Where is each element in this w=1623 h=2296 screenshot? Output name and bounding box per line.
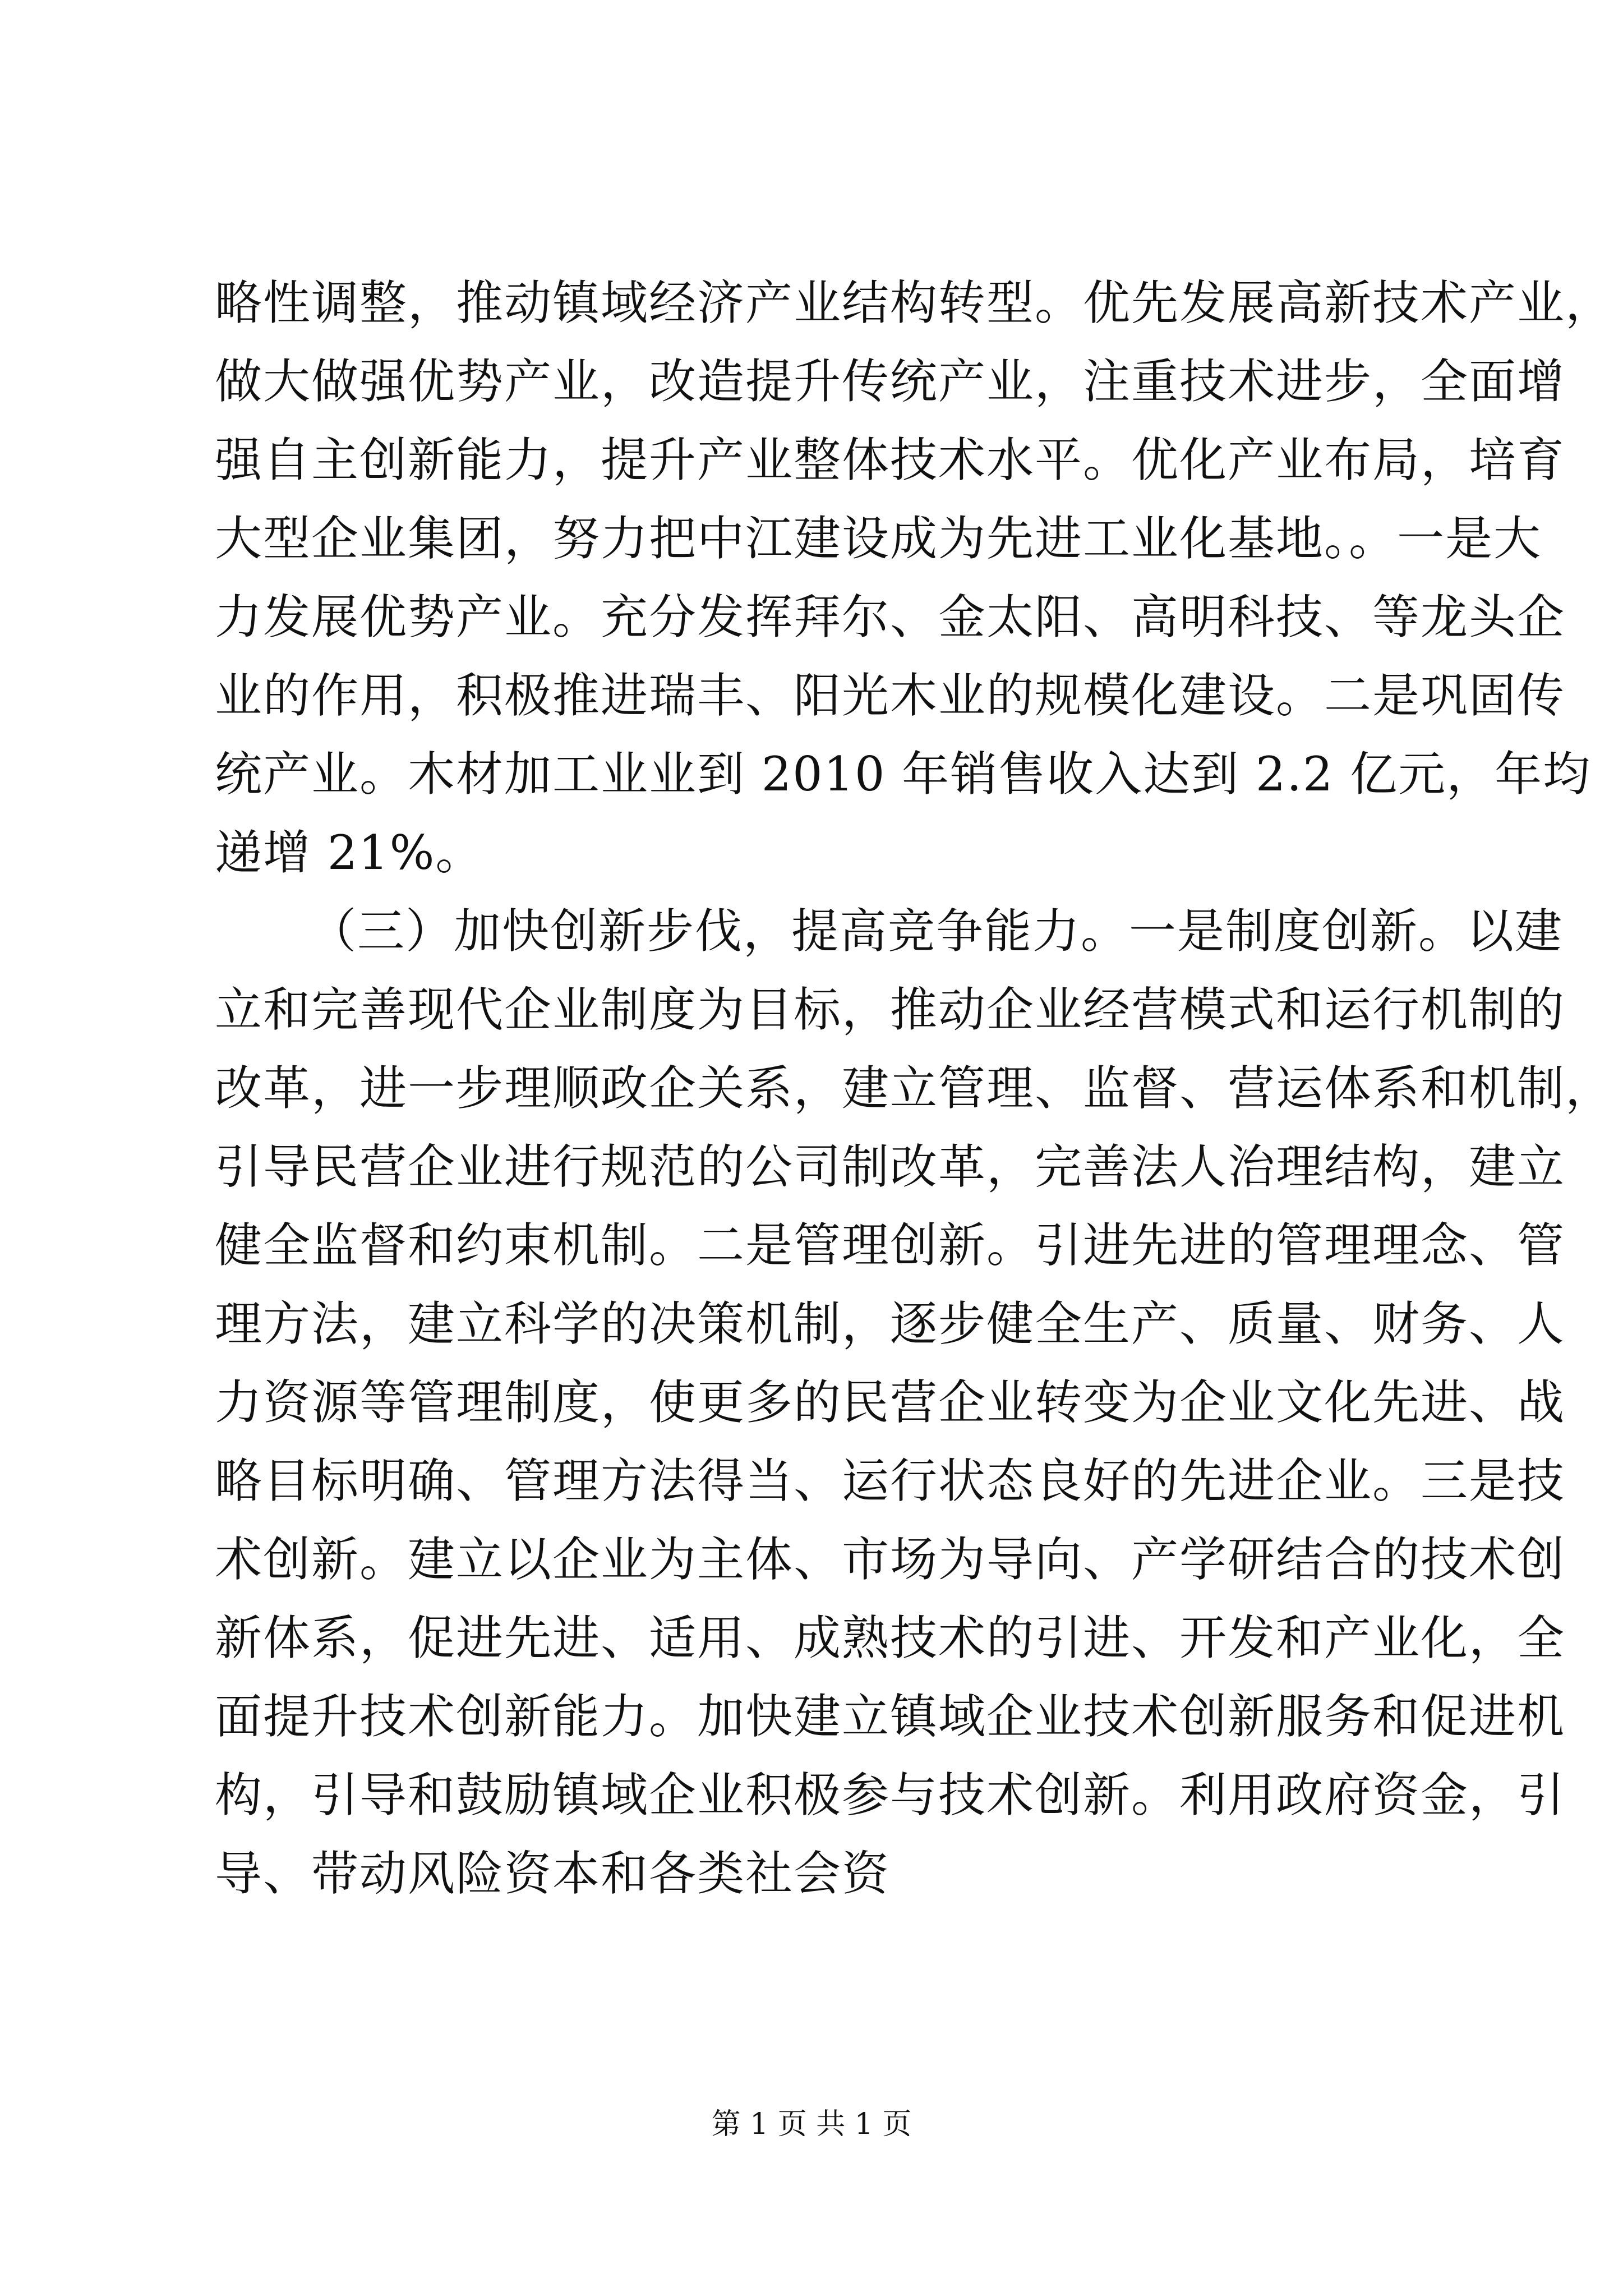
- text-line: 略目标明确、管理方法得当、运行状态良好的先进企业。三是技: [215, 1453, 1566, 1508]
- page-number-label: 第 1 页 共 1 页: [711, 2108, 912, 2141]
- text-line: 立和完善现代企业制度为目标，推动企业经营模式和运行机制的: [215, 982, 1566, 1037]
- text-line: 大型企业集团，努力把中江建设成为先进工业化基地。。一是大: [215, 511, 1542, 566]
- text-line: 导、带动风险资本和各类社会资: [215, 1846, 891, 1901]
- text-line: 做大做强优势产业，改造提升传统产业，注重技术进步，全面增: [215, 354, 1566, 409]
- text-line: （三）加快创新步伐，提高竞争能力。一是制度创新。以建: [309, 904, 1564, 959]
- text-line: 引导民营企业进行规范的公司制改革，完善法人治理结构，建立: [215, 1139, 1566, 1194]
- text-line: 面提升技术创新能力。加快建立镇域企业技术创新服务和促进机: [215, 1689, 1566, 1744]
- text-line: 递增 21%。: [215, 825, 484, 880]
- text-line: 略性调整，推动镇域经济产业结构转型。优先发展高新技术产业，: [215, 275, 1614, 330]
- text-line: 统产业。木材加工业业到 2010 年销售收入达到 2.2 亿元，年均: [215, 747, 1592, 802]
- text-line: 新体系，促进先进、适用、成熟技术的引进、开发和产业化，全: [215, 1611, 1566, 1665]
- text-line: 构，引导和鼓励镇域企业积极参与技术创新。利用政府资金，引: [215, 1768, 1566, 1823]
- text-line: 强自主创新能力，提升产业整体技术水平。优化产业布局，培育: [215, 432, 1566, 487]
- text-line: 力发展优势产业。充分发挥拜尔、金太阳、高明科技、等龙头企: [215, 590, 1566, 645]
- body-text: [215, 264, 1614, 1913]
- text-line: 业的作用，积极推进瑞丰、阳光木业的规模化建设。二是巩固传: [215, 668, 1566, 723]
- page-footer: [0, 2105, 1623, 2144]
- text-line: 健全监督和约束机制。二是管理创新。引进先进的管理理念、管: [215, 1218, 1566, 1273]
- text-line: 力资源等管理制度，使更多的民营企业转变为企业文化先进、战: [215, 1375, 1566, 1430]
- text-line: 改革，进一步理顺政企关系，建立管理、监督、营运体系和机制，: [215, 1061, 1614, 1116]
- text-line: 术创新。建立以企业为主体、市场为导向、产学研结合的技术创: [215, 1532, 1566, 1587]
- text-line: 理方法，建立科学的决策机制，逐步健全生产、质量、财务、人: [215, 1296, 1566, 1351]
